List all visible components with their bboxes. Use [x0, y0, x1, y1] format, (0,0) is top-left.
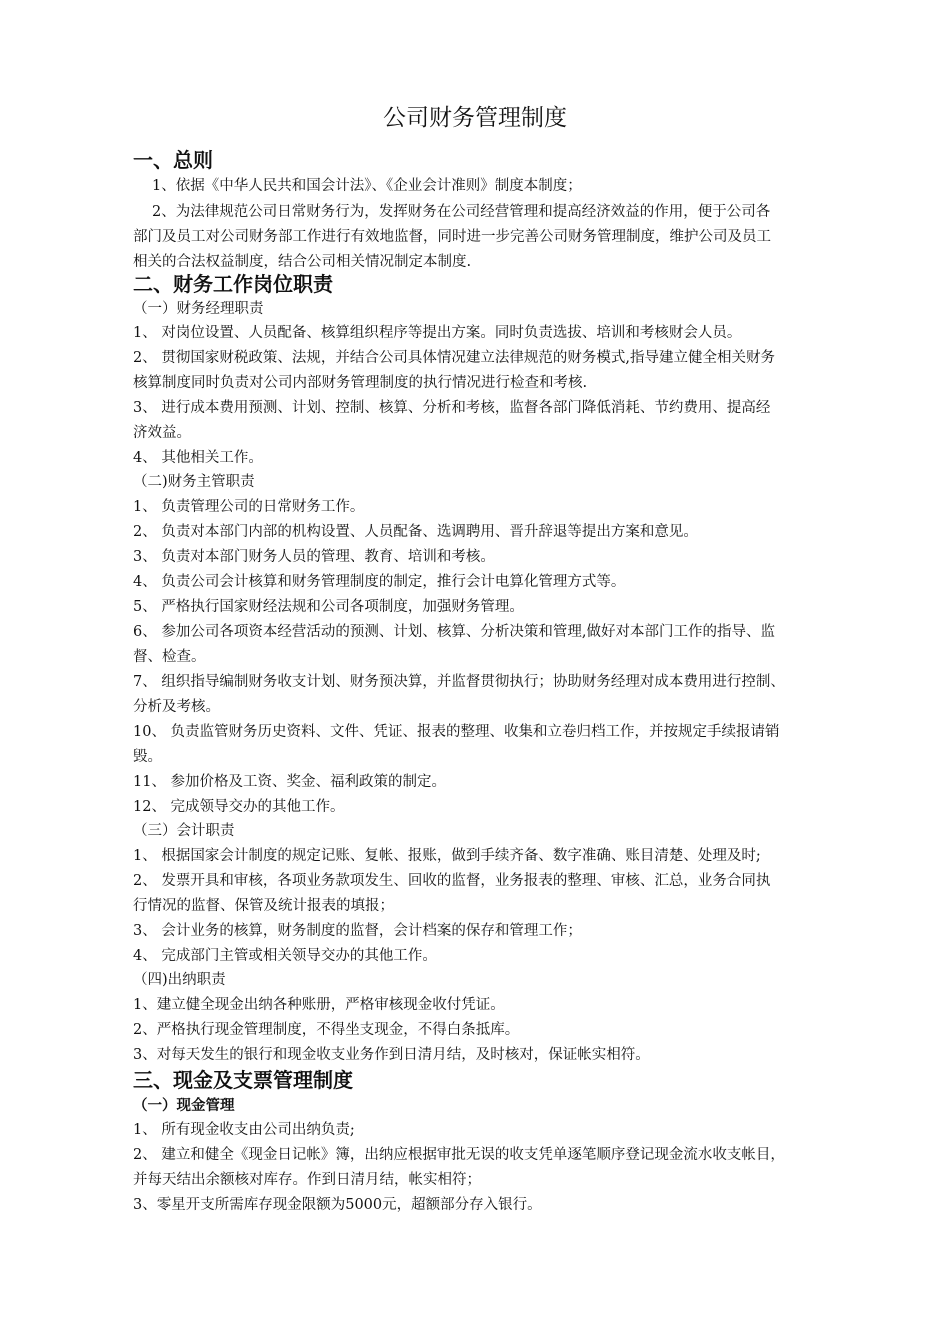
- paragraph: 2、为法律规范公司日常财务行为，发挥财务在公司经营管理和提高经济效益的作用，便于公司各: [152, 204, 771, 220]
- list-item: 4、 完成部门主管或相关领导交办的其他工作。: [133, 948, 437, 964]
- section-heading-duties: 二、财务工作岗位职责: [133, 272, 333, 296]
- list-item-continuation: 济效益。: [133, 425, 191, 441]
- list-item: 4、 其他相关工作。: [133, 450, 263, 466]
- list-item: 12、 完成领导交办的其他工作。: [133, 799, 345, 815]
- subsection-heading: （一）财务经理职责: [133, 301, 264, 317]
- list-item: 3、 进行成本费用预测、计划、控制、核算、分析和考核，监督各部门降低消耗、节约费用、提高经: [133, 400, 771, 416]
- list-item: 6、 参加公司各项资本经营活动的预测、计划、核算、分析决策和管理,做好对本部门工作的指导、监: [133, 624, 775, 640]
- list-item: 2、严格执行现金管理制度，不得坐支现金，不得白条抵库。: [133, 1022, 520, 1038]
- list-item: 11、 参加价格及工资、奖金、福利政策的制定。: [133, 774, 447, 790]
- list-item-continuation: 核算制度同时负责对公司内部财务管理制度的执行情况进行检查和考核.: [133, 375, 588, 391]
- list-item: 2、 发票开具和审核，各项业务款项发生、回收的监督，业务报表的整理、审核、汇总，业务合同执: [133, 873, 771, 889]
- list-item-continuation: 督、检查。: [133, 649, 206, 665]
- list-item: 10、 负责监管财务历史资料、文件、凭证、报表的整理、收集和立卷归档工作，并按规定手续报请销: [133, 724, 780, 740]
- section-heading-general: 一、总则: [133, 148, 213, 172]
- list-item: 1、 负责管理公司的日常财务工作。: [133, 499, 365, 515]
- list-item: 5、 严格执行国家财经法规和公司各项制度，加强财务管理。: [133, 599, 524, 615]
- subsection-heading: （二)财务主管职责: [133, 474, 255, 490]
- list-item: 3、零星开支所需库存现金限额为5000元，超额部分存入银行。: [133, 1197, 542, 1213]
- subsection-heading: （四)出纳职责: [133, 972, 226, 988]
- document-title: 公司财务管理制度: [383, 105, 567, 131]
- paragraph-continuation: 部门及员工对公司财务部工作进行有效地监督，同时进一步完善公司财务管理制度，维护公司及员工: [133, 229, 771, 245]
- list-item-continuation: 毁。: [133, 749, 162, 765]
- list-item: 1、 对岗位设置、人员配备、核算组织程序等提出方案。同时负责选拔、培训和考核财会人员。: [133, 325, 742, 341]
- list-item: 4、 负责公司会计核算和财务管理制度的制定，推行会计电算化管理方式等。: [133, 574, 626, 590]
- section-heading-cash: 三、现金及支票管理制度: [133, 1068, 353, 1092]
- list-item-continuation: 行情况的监督、保管及统计报表的填报；: [133, 898, 394, 914]
- list-item: 2、 贯彻国家财税政策、法规，并结合公司具体情况建立法律规范的财务模式,指导建立健全相关财务: [133, 350, 775, 366]
- paragraph-continuation: 相关的合法权益制度，结合公司相关情况制定本制度.: [133, 254, 472, 270]
- list-item: 2、 建立和健全《现金日记帐》簿，出纳应根据审批无误的收支凭单逐笔顺序登记现金流水收支帐目，: [133, 1147, 785, 1163]
- list-item: 1、 根据国家会计制度的规定记账、复帐、报账，做到手续齐备、数字准确、账目清楚、处理及时;: [133, 848, 761, 864]
- list-item-continuation: 并每天结出余额核对库存。作到日清月结，帐实相符；: [133, 1172, 481, 1188]
- list-item-continuation: 分析及考核。: [133, 699, 220, 715]
- subsection-heading: （一）现金管理: [133, 1098, 235, 1114]
- list-item: 2、 负责对本部门内部的机构设置、人员配备、选调聘用、晋升辞退等提出方案和意见。: [133, 524, 698, 540]
- list-item: 3、 负责对本部门财务人员的管理、教育、培训和考核。: [133, 549, 495, 565]
- list-item: 7、 组织指导编制财务收支计划、财务预决算，并监督贯彻执行；协助财务经理对成本费用进行控制、: [133, 674, 785, 690]
- list-item: 3、对每天发生的银行和现金收支业务作到日清月结，及时核对，保证帐实相符。: [133, 1047, 650, 1063]
- subsection-heading: （三）会计职责: [133, 823, 235, 839]
- list-item: 1、建立健全现金出纳各种账册，严格审核现金收付凭证。: [133, 997, 505, 1013]
- paragraph: 1、依据《中华人民共和国会计法》、《企业会计准则》制度本制度；: [152, 178, 582, 194]
- list-item: 1、 所有现金收支由公司出纳负责;: [133, 1122, 355, 1138]
- list-item: 3、 会计业务的核算，财务制度的监督，会计档案的保存和管理工作；: [133, 923, 582, 939]
